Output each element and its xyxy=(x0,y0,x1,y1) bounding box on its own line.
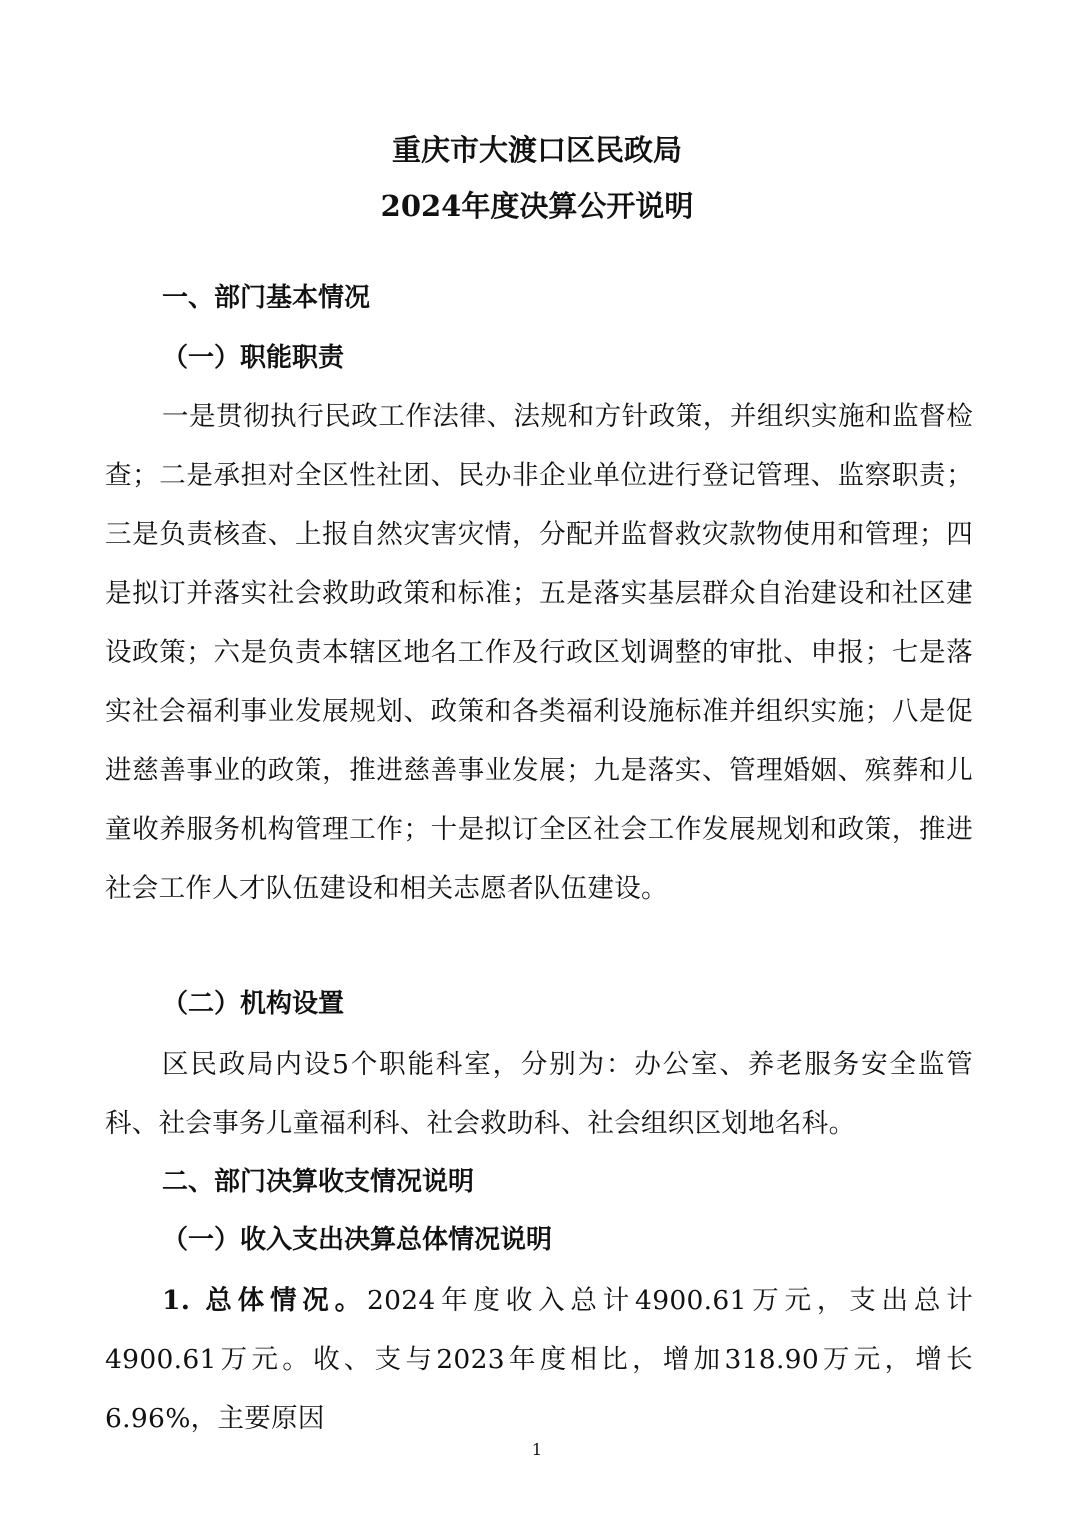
duties-paragraph: 一是贯彻执行民政工作法律、法规和方针政策，并组织实施和监督检查；二是承担对全区性社团、民办非企业单位进行登记管理、监察职责；三是负责核查、上报自然灾害灾情，分配并监督救灾款物使用和管理；四是拟订并落实社会救助政策和标准；五是落实基层群众自治建设和社区建设政策；六是负责本辖区地名工作及行政区划调整的审批、申报；七是落实社会福利事业发展规划、政策和各类福利设施标准并组织实施；八是促进慈善事业的政策，推进慈善事业发展；九是落实、管理婚姻、殡葬和儿童收养服务机构管理工作；十是拟订全区社会工作发展规划和政策，推进社会工作人才队伍建设和相关志愿者队伍建设。 xyxy=(105,401,973,904)
section1-heading: 一、部门基本情况 xyxy=(162,283,371,313)
sub1-heading: （一）职能职责 xyxy=(162,343,345,373)
sub2-heading: （二）机构设置 xyxy=(162,989,345,1019)
document-title-line2: 2024年度决算公开说明 xyxy=(380,189,694,223)
overall-label: 1. 总体情况。 xyxy=(162,1285,367,1316)
section2-heading: 二、部门决算收支情况说明 xyxy=(162,1167,475,1197)
overall-paragraph xyxy=(105,1271,973,1448)
page-number: 1 xyxy=(531,1440,543,1459)
organization-paragraph: 区民政局内设5个职能科室，分别为：办公室、养老服务安全监管科、社会事务儿童福利科、社会救助科、社会组织区划地名科。 xyxy=(105,1049,973,1139)
document-title-line1: 重庆市大渡口区民政局 xyxy=(391,133,682,167)
overall-text: 2024年度收入总计4900.61万元，支出总计4900.61万元。收、支与2023年度相比，增加318.90万元，增长6.96%，主要原因 xyxy=(105,1285,973,1434)
sub3-heading: （一）收入支出决算总体情况说明 xyxy=(162,1225,553,1255)
